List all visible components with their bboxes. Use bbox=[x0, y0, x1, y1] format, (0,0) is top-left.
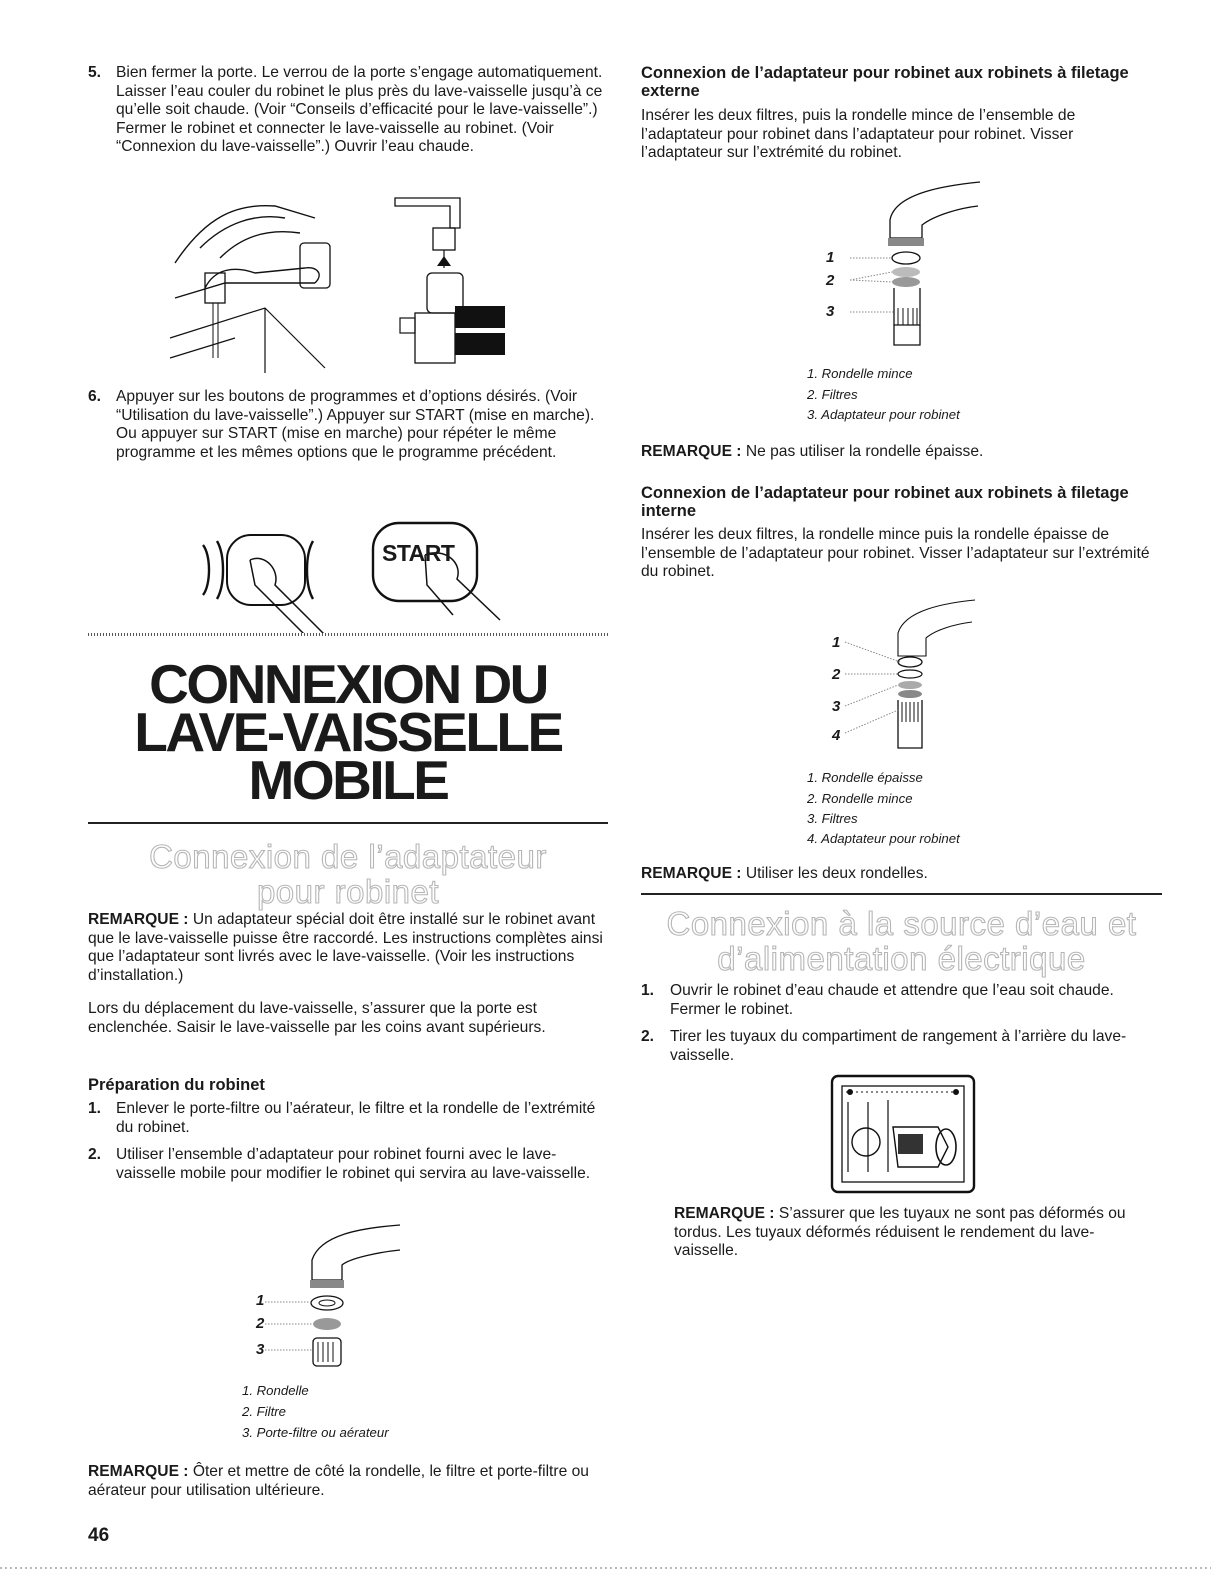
external-adapter-figure bbox=[880, 180, 990, 355]
ext-note bbox=[641, 443, 1153, 462]
ext-note-text: Ne pas utiliser la rondelle épaisse. bbox=[741, 443, 984, 460]
prep-step-2-number: 2. bbox=[88, 1146, 102, 1163]
start-button: START bbox=[382, 540, 455, 566]
step-6-text: Appuyer sur les boutons de programmes et d’options désirés. (Voir “Utilisation du lave-vaisselle”.) Appuyer sur START (mise en marche). Ou appuyer sur START (mise en marche) pour répéter le même programme et les mêmes options que le programme précédent. bbox=[116, 388, 595, 461]
step-5-text: Bien fermer la porte. Le verrou de la porte s’engage automatiquement. Laisser l’eau couler du robinet le plus près du lave-vaisselle jusqu’à ce qu’elle soit chaude. (Voir “Conseils d’efficacité pour le lave-vaisselle”.) Fermer le robinet et connecter le lave-vaisselle au robinet. (Voir “Connexion du lave-vaisselle”.) Ouvrir l’eau chaude. bbox=[116, 64, 603, 156]
ext-note-label: REMARQUE : bbox=[641, 443, 742, 460]
dotted-rule bbox=[88, 633, 608, 636]
water-note-text: S’assurer que les tuyaux ne sont pas déformés ou tordus. Les tuyaux déformés réduisent le rendement du lave-vaisselle. bbox=[674, 1205, 1126, 1260]
internal-thread-heading: Connexion de l’adaptateur pour robinet aux robinets à filetage interne bbox=[641, 484, 1129, 520]
figure-label-1: 1 bbox=[256, 1292, 265, 1309]
figure-label-2: 2 bbox=[256, 1315, 265, 1332]
note-1-label: REMARQUE : bbox=[88, 911, 189, 928]
faucet-hand-illustration bbox=[165, 188, 525, 373]
ext-figure-label-3: 3 bbox=[826, 303, 835, 320]
external-thread-heading: Connexion de l’adaptateur pour robinet aux robinets à filetage externe bbox=[641, 64, 1129, 100]
moving-paragraph: Lors du déplacement du lave-vaisselle, s’assurer que la porte est enclenchée. Saisir le lave-vaisselle par les coins avant supérieurs. bbox=[88, 1000, 546, 1036]
ext-figure-label-2: 2 bbox=[826, 272, 835, 289]
int-caption-4: 4. Adaptateur pour robinet bbox=[807, 831, 960, 846]
int-caption-2: 2. Rondelle mince bbox=[807, 791, 913, 806]
int-figure-label-2: 2 bbox=[832, 666, 841, 683]
int-note-text: Utiliser les deux rondelles. bbox=[741, 865, 928, 882]
water-note-label: REMARQUE : bbox=[674, 1205, 775, 1222]
water-step-2-number: 2. bbox=[641, 1028, 655, 1045]
prep-heading: Préparation du robinet bbox=[88, 1076, 265, 1094]
water-heading-line-1: Connexion à la source d’eau et bbox=[666, 905, 1137, 942]
note-1-text: Un adaptateur spécial doit être installé sur le robinet avant que le lave-vaisselle puisse être raccordé. Les instructions complètes ainsi que l’adaptateur sont livrés avec le lave-vaisselle. (Voir les instructions d’installation.) bbox=[88, 911, 603, 984]
int-caption-3: 3. Filtres bbox=[807, 811, 858, 826]
figure-label-3: 3 bbox=[256, 1341, 265, 1358]
figure-caption-1: 1. Rondelle bbox=[242, 1383, 309, 1398]
faucet-parts-figure bbox=[300, 1220, 410, 1370]
section-rule bbox=[88, 822, 608, 824]
title-line-3: MOBILE bbox=[248, 749, 448, 811]
note-2-label: REMARQUE : bbox=[88, 1463, 189, 1480]
external-thread-text: Insérer les deux filtres, puis la rondelle mince de l’ensemble de l’adaptateur pour robinet dans l’adaptateur pour robinet. Visser l’adaptateur sur l’extrémité du robinet. bbox=[641, 107, 1076, 162]
ext-caption-3: 3. Adaptateur pour robinet bbox=[807, 407, 960, 422]
int-figure-label-3: 3 bbox=[832, 698, 841, 715]
ext-caption-2: 2. Filtres bbox=[807, 387, 858, 402]
internal-adapter-figure bbox=[880, 598, 990, 758]
ext-figure-label-1: 1 bbox=[826, 249, 835, 266]
hose-compartment-figure bbox=[828, 1072, 978, 1197]
prep-step-1-text: Enlever le porte-filtre ou l’aérateur, le filtre et la rondelle de l’extrémité du robinet. bbox=[116, 1100, 596, 1136]
title-line-1: CONNEXION DU bbox=[149, 653, 547, 715]
step-6-number: 6. bbox=[88, 388, 102, 405]
bottom-edge bbox=[0, 1567, 1211, 1569]
int-note-label: REMARQUE : bbox=[641, 865, 742, 882]
water-step-1-text: Ouvrir le robinet d’eau chaude et attendre que l’eau soit chaude. Fermer le robinet. bbox=[670, 982, 1114, 1018]
int-figure-label-1: 1 bbox=[832, 634, 841, 651]
int-note bbox=[641, 865, 1153, 884]
int-figure-label-4: 4 bbox=[832, 727, 841, 744]
water-section-rule bbox=[641, 893, 1162, 895]
internal-thread-text: Insérer les deux filtres, la rondelle mince puis la rondelle épaisse de l’ensemble de l’adaptateur pour robinet. Visser l’adaptateur sur l’extrémité du robinet. bbox=[641, 526, 1150, 581]
page-number: 46 bbox=[88, 1525, 110, 1546]
note-1 bbox=[88, 911, 606, 985]
prep-step-1-number: 1. bbox=[88, 1100, 102, 1117]
button-press-illustration bbox=[195, 515, 515, 640]
section-heading-line-1: Connexion de l’adaptateur bbox=[149, 838, 547, 875]
ext-caption-1: 1. Rondelle mince bbox=[807, 366, 913, 381]
note-2 bbox=[88, 1463, 608, 1500]
figure-caption-2: 2. Filtre bbox=[242, 1404, 286, 1419]
water-heading-line-2: d’alimentation électrique bbox=[717, 940, 1086, 977]
prep-step-2-text: Utiliser l’ensemble d’adaptateur pour robinet fourni avec le lave-vaisselle mobile pour modifier le robinet qui servira au lave-vaisselle. bbox=[116, 1146, 591, 1182]
step-5-number: 5. bbox=[88, 64, 102, 81]
water-step-2-text: Tirer les tuyaux du compartiment de rangement à l’arrière du lave-vaisselle. bbox=[670, 1028, 1127, 1064]
int-caption-1: 1. Rondelle épaisse bbox=[807, 770, 923, 785]
water-note bbox=[674, 1205, 1134, 1261]
note-2-text: Ôter et mettre de côté la rondelle, le filtre et porte-filtre ou aérateur pour utilisation ultérieure. bbox=[88, 1463, 589, 1499]
water-step-1-number: 1. bbox=[641, 982, 655, 999]
title-line-2: LAVE-VAISSELLE bbox=[134, 701, 562, 763]
section-heading-line-2: pour robinet bbox=[256, 873, 440, 910]
figure-caption-3: 3. Porte-filtre ou aérateur bbox=[242, 1425, 389, 1440]
